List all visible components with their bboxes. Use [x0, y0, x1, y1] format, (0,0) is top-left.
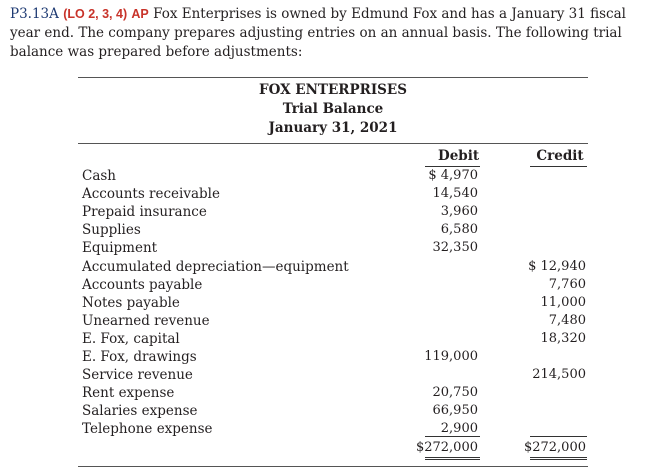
credit-amount: 7,480	[548, 312, 586, 328]
statement-title: Trial Balance	[282, 101, 384, 117]
debit-amount: 20,750	[432, 385, 478, 401]
account-name: Salaries expense	[82, 403, 198, 420]
ap-tag: AP	[131, 7, 149, 21]
credit-amount: 11,000	[540, 294, 586, 310]
debit-total-double-rule	[425, 457, 480, 458]
account-name: Accounts receivable	[82, 186, 220, 203]
debit-total-double-rule-2	[425, 459, 480, 460]
credit-amount: 7,760	[548, 276, 586, 292]
credit-total-rule	[530, 436, 587, 437]
credit-header-underline	[530, 166, 587, 167]
company-name: FOX ENTERPRISES	[259, 82, 407, 98]
credit-total-double-rule-2	[530, 459, 587, 460]
top-rule	[78, 77, 588, 78]
credit-total-double-rule	[530, 457, 587, 458]
debit-amount: 119,000	[424, 349, 478, 364]
debit-total-rule	[425, 436, 480, 437]
account-name: E. Fox, drawings	[82, 349, 197, 365]
account-name: Notes payable	[82, 294, 180, 311]
credit-amount: $ 12,940	[528, 258, 586, 274]
problem-text: Fox Enterprises is owned by Edmund Fox and has a January 31 fiscal year end. The company prepares adjusting entries on an annual basis. The following trial balance was prepared before adjustments:	[10, 6, 626, 60]
debit-amount: 2,900	[440, 421, 478, 437]
debit-amount: 3,960	[440, 204, 478, 220]
account-name: Accounts payable	[82, 276, 203, 293]
learning-objectives: (LO 2, 3, 4)	[63, 7, 128, 21]
bottom-rule	[78, 466, 588, 467]
debit-amount: 6,580	[440, 222, 478, 238]
credit-total: $272,000	[523, 440, 586, 455]
account-name: E. Fox, capital	[82, 330, 180, 347]
account-name: Equipment	[82, 240, 158, 257]
account-name: Unearned revenue	[82, 312, 210, 329]
debit-total: $272,000	[415, 440, 478, 455]
account-name: Rent expense	[82, 385, 175, 402]
credit-amount: 214,500	[532, 367, 586, 383]
debit-amount: $ 4,970	[428, 168, 478, 183]
heading-rule	[78, 143, 588, 144]
account-name: Prepaid insurance	[82, 204, 207, 221]
debit-amount: 32,350	[432, 240, 478, 256]
problem-id: P3.13A	[10, 6, 59, 22]
account-name: Telephone expense	[82, 421, 213, 438]
account-name: Accumulated depreciation—equipment	[82, 258, 349, 275]
debit-amount: 66,950	[432, 403, 478, 419]
statement-date: January 31, 2021	[268, 120, 398, 136]
debit-amount: 14,540	[432, 186, 478, 202]
account-name: Service revenue	[82, 367, 193, 384]
debit-column-header: Debit	[438, 148, 480, 164]
problem-statement	[10, 5, 655, 62]
credit-column-header: Credit	[536, 148, 584, 164]
credit-amount: 18,320	[540, 330, 586, 346]
account-name: Cash	[82, 168, 117, 184]
account-name: Supplies	[82, 222, 141, 239]
